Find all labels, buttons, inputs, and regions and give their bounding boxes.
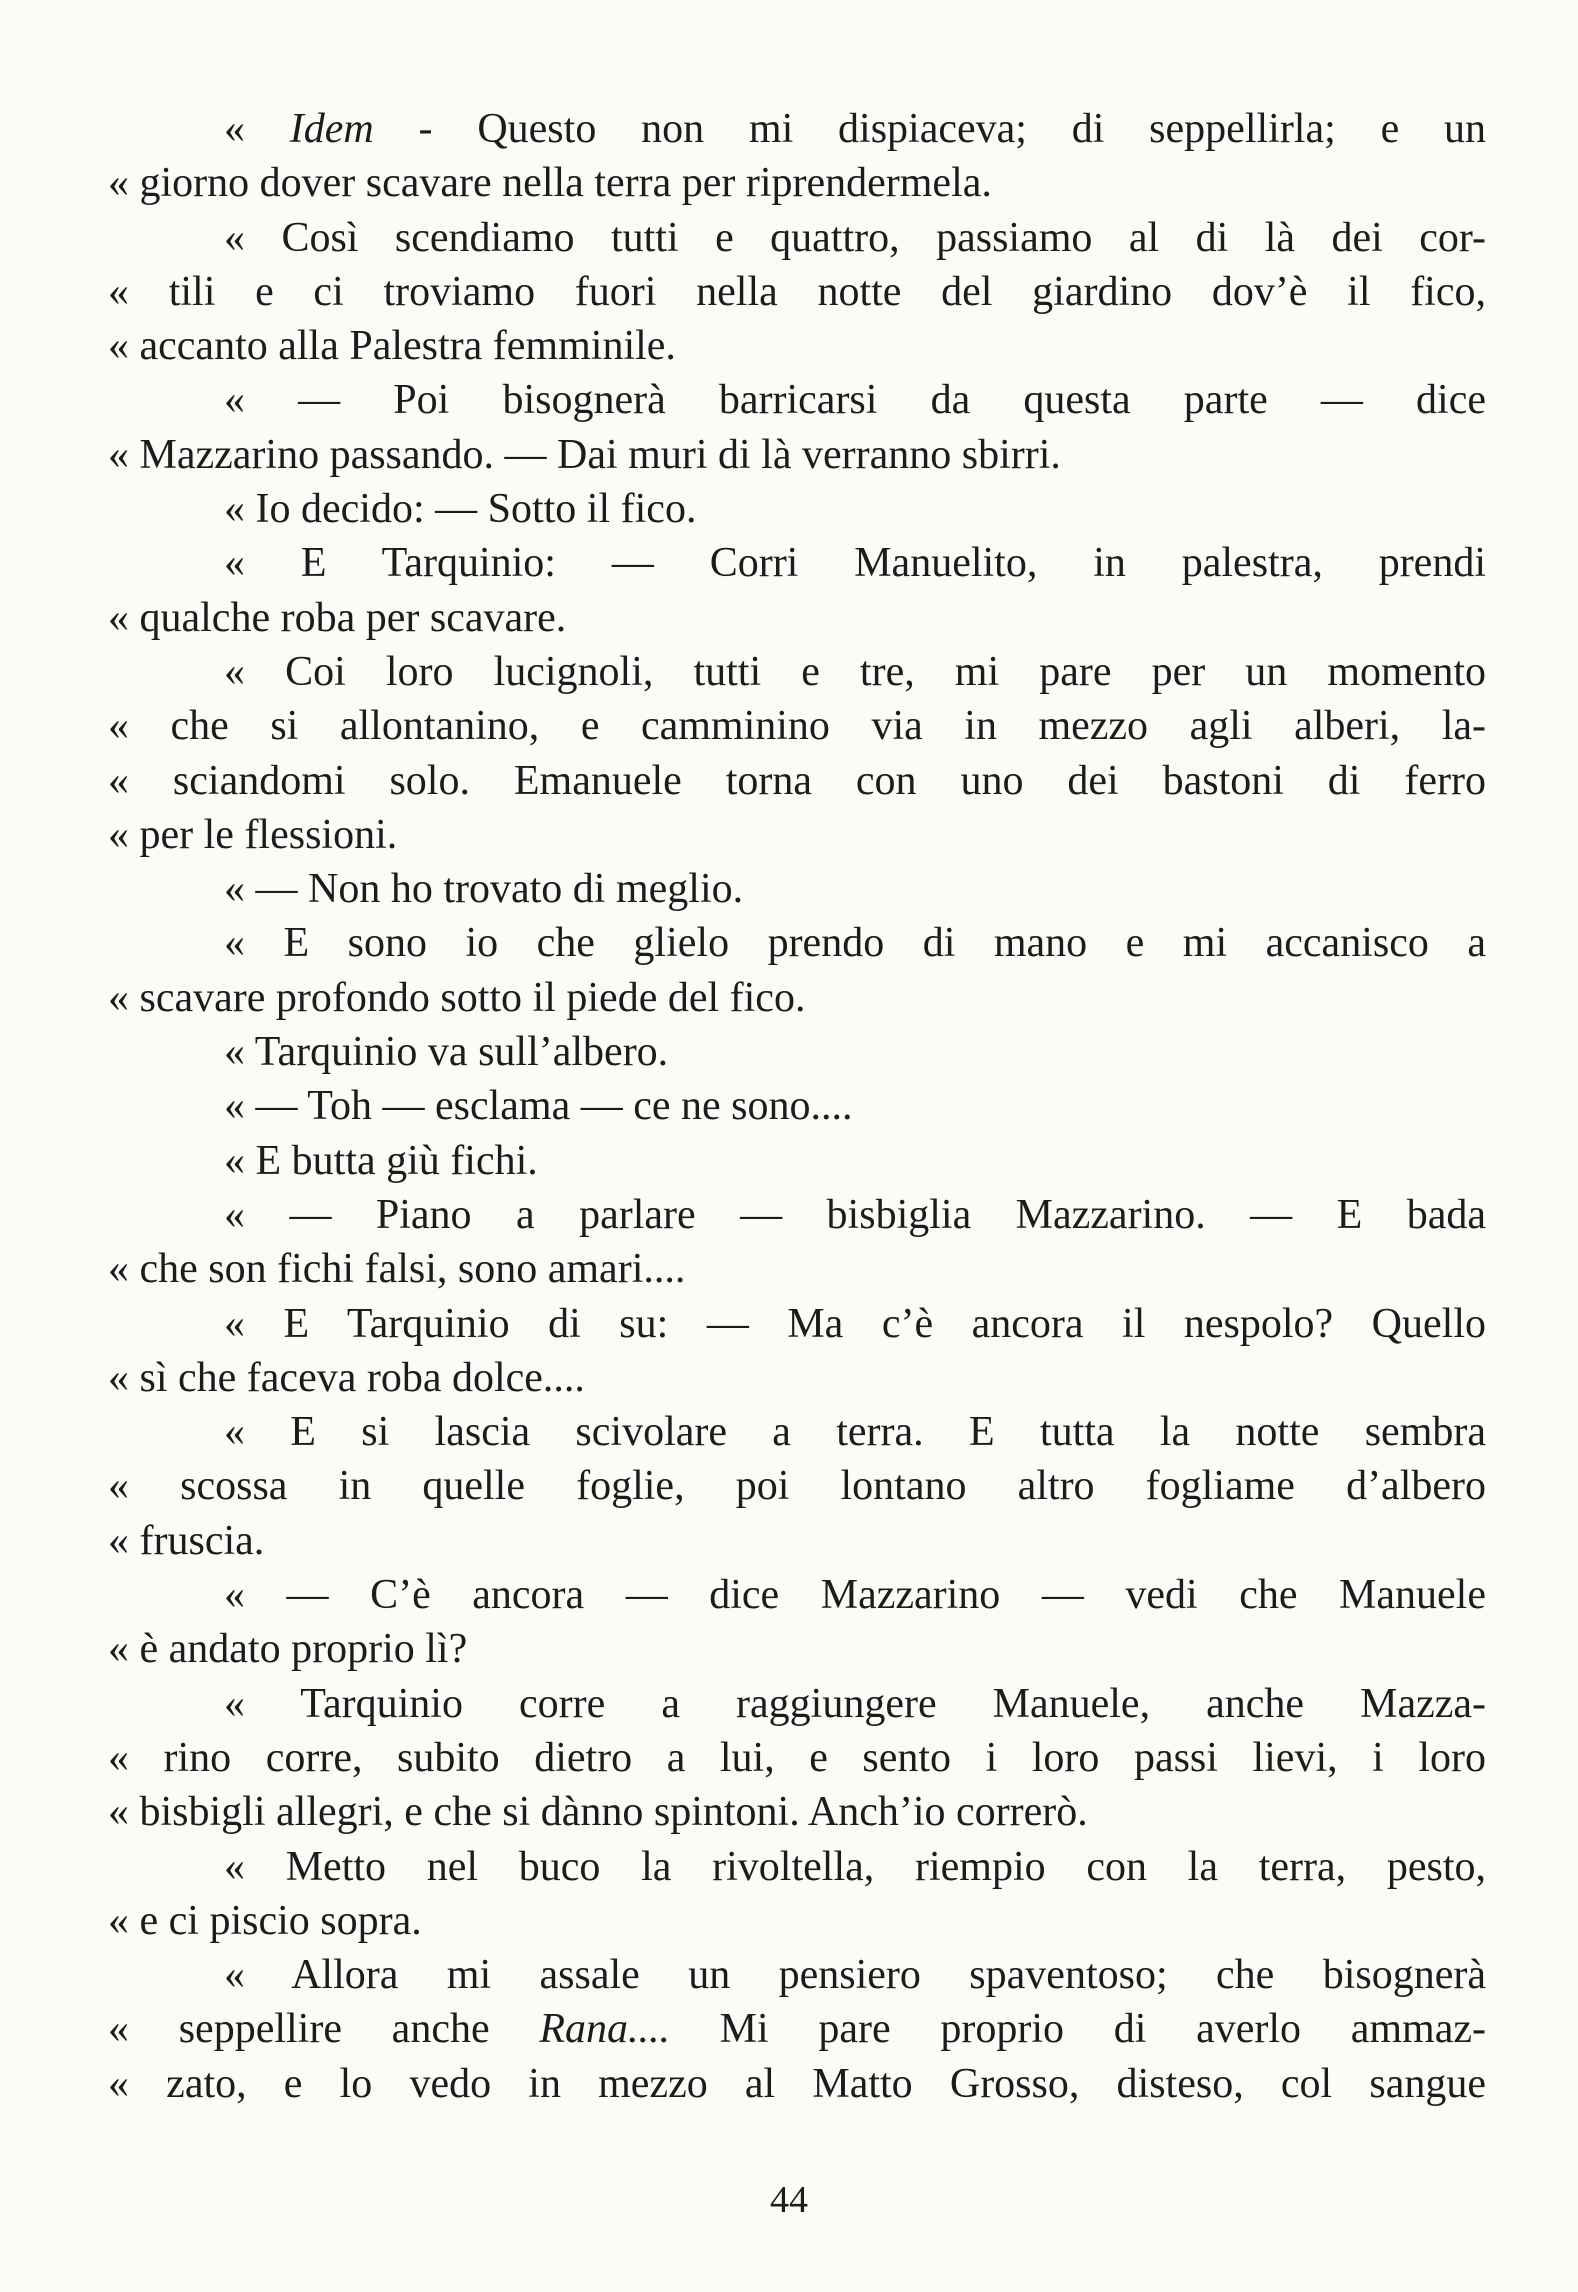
text-line — [108, 1351, 1486, 1405]
text-run: « — [224, 106, 290, 152]
text-run: « Io decido: — Sotto il fico. — [224, 486, 697, 533]
text-run: « E si lascia scivolare a terra. E tutta la notte sembra — [224, 1409, 1486, 1456]
text-line — [108, 482, 1486, 536]
text-line — [108, 1514, 1486, 1568]
text-run: « che son fichi falsi, sono amari.... — [108, 1246, 686, 1293]
text-line — [108, 1785, 1486, 1839]
text-line — [108, 319, 1486, 373]
text-run: « e ci piscio sopra. — [108, 1897, 422, 1944]
text-line — [108, 1188, 1486, 1242]
text-run: « — Poi bisognerà barricarsi da questa parte — dice — [224, 377, 1486, 424]
text-line — [108, 1731, 1486, 1785]
text-line — [108, 1025, 1486, 1079]
text-line — [108, 1405, 1486, 1459]
text-line — [108, 916, 1486, 970]
text-run: « seppellire anche — [108, 2006, 540, 2053]
text-run: « E butta giù fichi. — [224, 1137, 538, 1184]
text-line — [108, 591, 1486, 645]
text-run: « bisbigli allegri, e che si dànno spintoni. Anch’io correrò. — [108, 1789, 1088, 1836]
text-line — [108, 373, 1486, 427]
text-run: « Tarquinio corre a raggiungere Manuele, anche Mazza- — [224, 1680, 1486, 1727]
text-run: « Metto nel buco la rivoltella, riempio con la terra, pesto, — [224, 1843, 1486, 1890]
text-run: « — C’è ancora — dice Mazzarino — vedi che Manuele — [224, 1572, 1486, 1619]
text-run: « Tarquinio va sull’albero. — [224, 1029, 669, 1076]
text-line — [108, 862, 1486, 916]
text-line — [108, 265, 1486, 319]
text-line — [108, 102, 1486, 156]
text-run: « E Tarquinio: — Corri Manuelito, in palestra, prendi — [224, 540, 1486, 587]
text-run: « Così scendiamo tutti e quattro, passiamo al di là dei cor- — [224, 214, 1486, 261]
text-run: « che si allontanino, e camminino via in mezzo agli alberi, la- — [108, 703, 1486, 750]
text-run: « per le flessioni. — [108, 811, 398, 858]
text-run: « zato, e lo vedo in mezzo al Matto Grosso, disteso, col sangue — [108, 2060, 1486, 2107]
text-line — [108, 536, 1486, 590]
text-line — [108, 211, 1486, 265]
text-run: - Questo non mi dispiaceva; di seppellirla; e un — [373, 106, 1487, 152]
text-line — [108, 428, 1486, 482]
text-run: « Allora mi assale un pensiero spaventoso; che bisognerà — [224, 1952, 1486, 1999]
text-run: « sciandomi solo. Emanuele torna con uno dei bastoni di ferro — [108, 757, 1486, 804]
text-line — [108, 1297, 1486, 1351]
text-line — [108, 1948, 1486, 2002]
text-run: « E Tarquinio di su: — Ma c’è ancora il nespolo? Quello — [224, 1300, 1486, 1347]
text-line — [108, 1459, 1486, 1513]
text-line — [108, 699, 1486, 753]
text-line — [108, 1894, 1486, 1948]
text-line — [108, 1568, 1486, 1622]
text-run: « E sono io che glielo prendo di mano e mi accanisco a — [224, 920, 1486, 967]
text-run: Mi pare proprio di averlo ammaz- — [669, 2006, 1486, 2053]
body-text — [108, 102, 1486, 2111]
text-line — [108, 645, 1486, 699]
text-line — [108, 1677, 1486, 1731]
page-number: 44 — [770, 2179, 808, 2221]
text-run: « scossa in quelle foglie, poi lontano altro fogliame d’albero — [108, 1463, 1486, 1510]
text-line — [108, 156, 1486, 210]
text-line — [108, 2002, 1486, 2056]
text-line — [108, 1840, 1486, 1894]
text-run: « sì che faceva roba dolce.... — [108, 1354, 585, 1401]
italic-text: Rana.... — [539, 2006, 670, 2053]
text-run: « accanto alla Palestra femminile. — [108, 323, 676, 370]
text-run: « qualche roba per scavare. — [108, 594, 567, 641]
text-run: « — Non ho trovato di meglio. — [224, 866, 744, 913]
italic-text: Idem — [289, 106, 374, 152]
text-line — [108, 971, 1486, 1025]
text-run: « rino corre, subito dietro a lui, e sento i loro passi lievi, i loro — [108, 1734, 1486, 1781]
text-run: « Mazzarino passando. — Dai muri di là verranno sbirri. — [108, 431, 1061, 478]
text-line — [108, 1134, 1486, 1188]
text-run: « scavare profondo sotto il piede del fico. — [108, 974, 806, 1021]
text-run: « giorno dover scavare nella terra per riprendermela. — [108, 160, 992, 207]
text-run: « — Toh — esclama — ce ne sono.... — [224, 1083, 853, 1130]
text-run: « fruscia. — [108, 1517, 265, 1564]
text-line — [108, 1622, 1486, 1676]
text-run: « — Piano a parlare — bisbiglia Mazzarino. — E bada — [224, 1191, 1486, 1238]
text-line — [108, 1079, 1486, 1133]
text-line — [108, 1242, 1486, 1296]
text-line — [108, 808, 1486, 862]
text-run: « Coi loro lucignoli, tutti e tre, mi pare per un momento — [224, 648, 1486, 695]
text-run: « è andato proprio lì? — [108, 1626, 468, 1673]
text-run: « tili e ci troviamo fuori nella notte del giardino dov’è il fico, — [108, 268, 1486, 315]
text-line — [108, 2057, 1486, 2111]
text-line — [108, 754, 1486, 808]
